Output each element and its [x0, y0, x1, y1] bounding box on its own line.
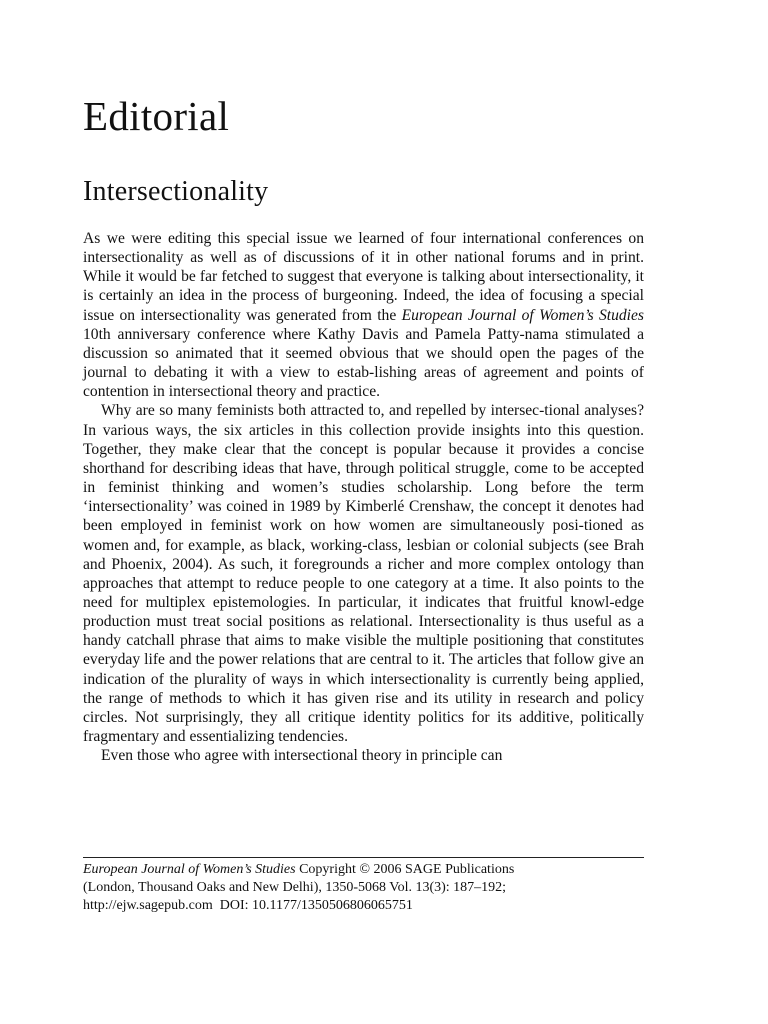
paragraph-1-part-b: 10th anniversary conference where Kathy Davis and Pamela Patty-nama stimulated a discussion so animated that it seemed obvious that we should open the pages of the journal to debating it with a view to estab-lishing areas of agreement and points of contention in intersectional theory and practice.: [83, 325, 644, 401]
article-body: [83, 229, 644, 765]
paragraph-1-part-a: As we were editing this special issue we learned of four international conferences on intersectionality as well as of discussions of it in other national forums and in print. While it would be far fetched to suggest that everyone is talking about intersectionality, it is certainly an idea in the process of burgeoning. Indeed, the idea of focusing a special issue on intersectionality was generated from the: [83, 230, 644, 324]
footer-line-2: (London, Thousand Oaks and New Delhi), 1350-5068 Vol. 13(3): 187–192;: [83, 880, 507, 895]
journal-name-italic: European Journal of Women’s Studies: [401, 306, 644, 324]
paragraph-3: Even those who agree with intersectional theory in principle can: [101, 747, 503, 765]
article-title: Intersectionality: [83, 176, 269, 207]
section-heading: Editorial: [83, 93, 230, 139]
footer-journal-name: European Journal of Women’s Studies: [83, 862, 296, 877]
footer-line-3: http://ejw.sagepub.com DOI: 10.1177/1350506806065751: [83, 898, 413, 913]
paragraph-2: Why are so many feminists both attracted to, and repelled by intersec-tional analyses? In various ways, the six articles in this collection provide insights into this question. Together, they make clear that the concept is popular because it provides a concise shorthand for describing ideas that have, through political struggle, come to be accepted in feminist thinking and women’s studies scholarship. Long before the term ‘intersectionality’ was coined in 1989 by Kimberlé Crenshaw, the concept it denotes had been employed in feminist work on how women are simultaneously posi-tioned as women and, for example, as black, working-class, lesbian or colonial subjects (see Brah and Phoenix, 2004). As such, it foregrounds a richer and more complex ontology than approaches that attempt to reduce people to one category at a time. It also points to the need for multiplex epistemologies. In particular, it indicates that fruitful knowl-edge production must treat social positions as relational. Intersectionality is thus useful as a handy catchall phrase that aims to make visible the multiple positioning that constitutes everyday life and the power relations that are central to it. The articles that follow give an indication of the plurality of ways in which intersectionality is currently being applied, the range of methods to which it has given rise and its utility in research and policy circles. Not surprisingly, they all critique identity politics for its additive, politically fragmentary and essentializing tendencies.: [83, 402, 644, 746]
paragraph-1: [83, 229, 644, 401]
footer-divider: [83, 857, 644, 858]
citation-footer: [83, 861, 663, 915]
footer-line-1: [83, 861, 663, 879]
footer-copyright: Copyright © 2006 SAGE Publications: [295, 862, 515, 877]
